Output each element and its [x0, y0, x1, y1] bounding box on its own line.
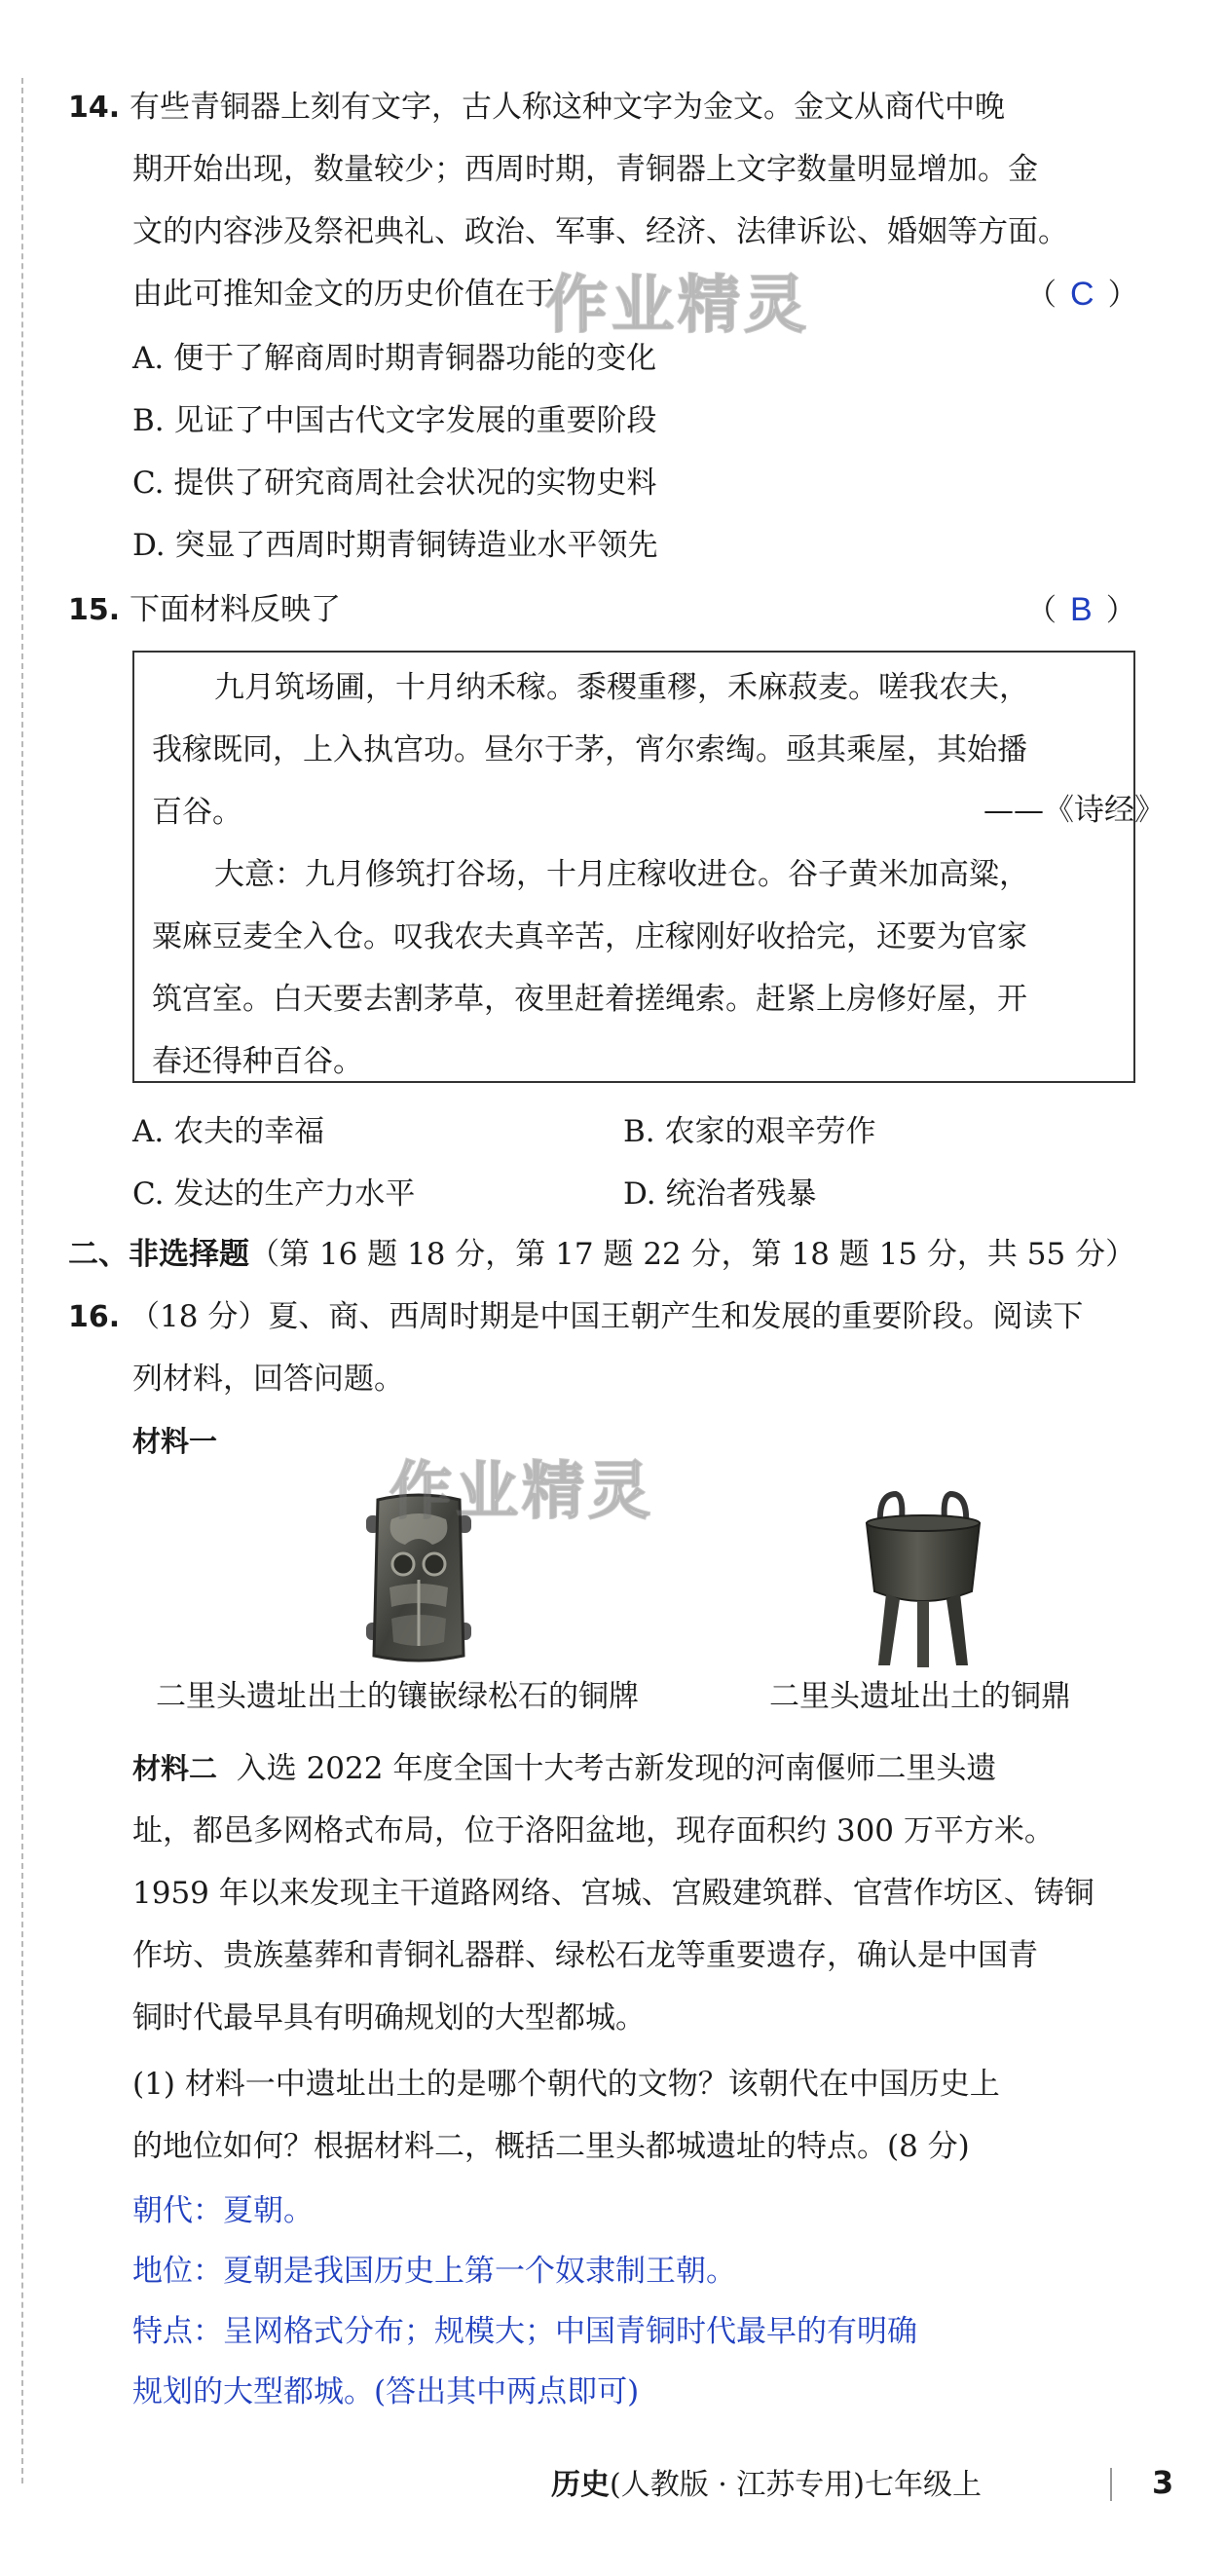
q16-number: 16. [68, 1300, 121, 1334]
material2-label: 材料二 [132, 1752, 218, 1785]
q15-option-c: C. 发达的生产力水平 [132, 1176, 416, 1212]
q14-option-c: C. 提供了研究商周社会状况的实物史料 [132, 466, 657, 501]
q16-material1-label [132, 1420, 217, 1463]
bronze-ding-image [857, 1490, 989, 1671]
q14-stem-4: 由此可推知金文的历史价值在于 [132, 277, 555, 312]
q15-translation-2: 粟麻豆麦全入仓。叹我农夫真辛苦，庄稼刚好收拾完，还要为官家 [152, 919, 1027, 954]
q15-stem: 下面材料反映了 [130, 592, 342, 627]
q16-answer-features-1: 特点：呈网格式分布；规模大；中国青铜时代最早的有明确 [132, 2314, 917, 2349]
q16-material2-3: 1959 年以来发现主干道路网络、宫城、宫殿建筑群、官营作坊区、铸铜 [132, 1876, 1094, 1911]
q14-option-b: B. 见证了中国古代文字发展的重要阶段 [132, 403, 657, 438]
q14-line-1 [68, 86, 1005, 130]
q15-option-b: B. 农家的艰辛劳作 [623, 1114, 876, 1149]
q16-stem-2: 列材料，回答问题。 [132, 1362, 404, 1397]
q16-answer-features-2: 规划的大型都城。(答出其中两点即可) [132, 2374, 640, 2409]
q16-sub1-1: (1) 材料一中遗址出土的是哪个朝代的文物？该朝代在中国历史上 [132, 2067, 1000, 2102]
q16-answer-dynasty: 朝代：夏朝。 [132, 2193, 314, 2228]
footer-edition: (人教版 · 江苏专用)七年级上 [610, 2468, 983, 2502]
q16-stem-1: （18 分）夏、商、西周时期是中国王朝产生和发展的重要阶段。阅读下 [130, 1299, 1084, 1334]
q15-material-1: 九月筑场圃，十月纳禾稼。黍稷重穋，禾麻菽麦。嗟我农夫， [214, 670, 1029, 705]
q16-answer-status: 地位：夏朝是我国历史上第一个奴隶制王朝。 [132, 2254, 736, 2289]
q16-sub1-2: 的地位如何？根据材料二，概括二里头都城遗址的特点。(8 分) [132, 2129, 970, 2164]
q16-material2-2: 址，都邑多网格式布局，位于洛阳盆地，现存面积约 300 万平方米。 [132, 1813, 1055, 1848]
q15-translation-3: 筑宫室。白天要去割茅草，夜里赶着搓绳索。赶紧上房修好屋，开 [152, 982, 1027, 1017]
q14-stem-2: 期开始出现，数量较少；西周时期，青铜器上文字数量明显增加。金 [132, 152, 1038, 187]
section2-title: 二、非选择题 [68, 1237, 249, 1272]
section2-note: （第 16 题 18 分，第 17 题 22 分，第 18 题 15 分，共 55 分） [249, 1237, 1136, 1272]
footer-subject-line [551, 2466, 982, 2505]
q14-paren-close: ） [1107, 278, 1138, 313]
material1-label-text: 材料一 [132, 1425, 218, 1458]
q14-answer: C [1070, 276, 1094, 313]
q15-paren-open: （ [1026, 593, 1057, 628]
q14-option-a: A. 便于了解商周时期青铜器功能的变化 [132, 341, 657, 376]
q15-line-1 [68, 588, 341, 632]
section2-heading [68, 1233, 1135, 1276]
q14-answer-blank [1026, 273, 1138, 317]
caption-plaque: 二里头遗址出土的镶嵌绿松石的铜牌 [156, 1679, 639, 1714]
footer-subject: 历史 [551, 2468, 610, 2502]
q15-material-2: 我稼既同，上入执宫功。昼尔于茅，宵尔索绹。亟其乘屋，其始播 [152, 732, 1027, 767]
q15-option-d: D. 统治者残暴 [623, 1176, 817, 1212]
q15-answer: B [1070, 591, 1093, 628]
q16-material2-4: 作坊、贵族墓葬和青铜礼器群、绿松石龙等重要遗存，确认是中国青 [132, 1938, 1038, 1973]
q15-translation-1: 大意：九月修筑打谷场，十月庄稼收进仓。谷子黄米加高粱， [214, 857, 1029, 892]
q15-source: ——《诗经》 [983, 793, 1165, 828]
q16-material2-line-1 [132, 1747, 996, 1790]
q16-material2-text-1: 入选 2022 年度全国十大考古新发现的河南偃师二里头遗 [236, 1751, 997, 1786]
q15-number: 15. [68, 593, 121, 627]
watermark-top: 作业精灵 [545, 270, 810, 342]
q16-material2-5: 铜时代最早具有明确规划的大型都城。 [132, 2000, 646, 2035]
q15-answer-blank [1026, 588, 1136, 632]
watermark-middle: 作业精灵 [389, 1456, 654, 1528]
q15-paren-close: ） [1105, 593, 1136, 628]
page-number: 3 [1152, 2464, 1174, 2501]
q14-stem-1: 有些青铜器上刻有文字，古人称这种文字为金文。金文从商代中晚 [130, 90, 1006, 125]
q15-option-a: A. 农夫的幸福 [132, 1114, 325, 1149]
q14-number: 14. [68, 91, 121, 125]
binding-margin-line [21, 78, 23, 2483]
caption-ding: 二里头遗址出土的铜鼎 [769, 1679, 1071, 1714]
q15-translation-4: 春还得种百谷。 [152, 1044, 363, 1079]
footer-separator [1110, 2468, 1112, 2501]
q16-line-1 [68, 1295, 1083, 1339]
q14-option-d: D. 突显了西周时期青铜铸造业水平领先 [132, 528, 658, 563]
q14-stem-3: 文的内容涉及祭祀典礼、政治、军事、经济、法律诉讼、婚姻等方面。 [132, 214, 1068, 249]
q15-material-3: 百谷。 [152, 795, 242, 830]
q14-paren-open: （ [1026, 278, 1057, 313]
